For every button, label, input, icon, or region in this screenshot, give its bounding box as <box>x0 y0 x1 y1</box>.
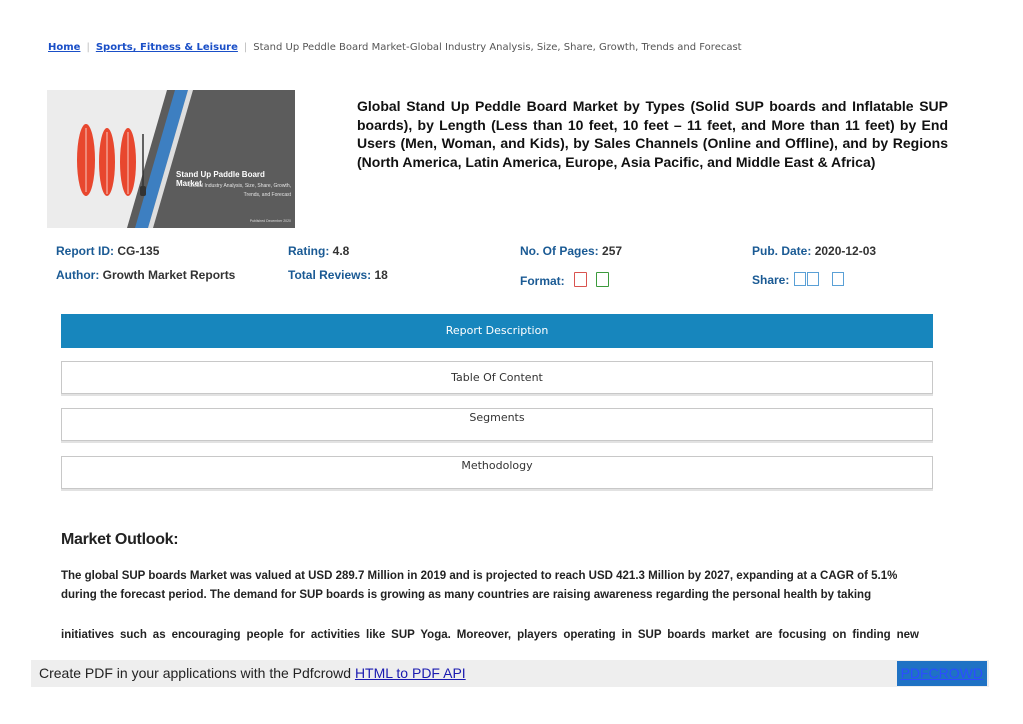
total-reviews-value: 18 <box>374 268 388 282</box>
cover-artwork <box>47 90 295 228</box>
cover-title: Stand Up Paddle Board Market <box>176 170 265 188</box>
market-outlook-paragraph-continued: initiatives such as encouraging people for activities like SUP Yoga. Moreover, players operating in SUP boards market are focusing on finding new <box>61 629 919 641</box>
market-outlook-heading: Market Outlook: <box>61 531 179 548</box>
pdf-file-icon[interactable] <box>574 272 587 287</box>
pdfcrowd-button[interactable]: PDFCROWD <box>897 661 987 686</box>
pdfcrowd-footer <box>31 660 989 687</box>
cover-published: Published December 2020 <box>249 219 291 223</box>
author-value: Growth Market Reports <box>102 268 236 282</box>
author-label: Author: <box>56 268 100 282</box>
html-to-pdf-api-link[interactable]: HTML to PDF API <box>354 665 466 681</box>
share-label: Share: <box>752 273 790 287</box>
publication-date-label: Pub. Date: <box>752 244 812 258</box>
total-reviews <box>288 268 388 282</box>
footer-text <box>39 665 466 681</box>
cover-subtitle-line: Global Industry Analysis, Size, Share, Growth, <box>188 183 291 189</box>
linkedin-icon[interactable] <box>832 272 844 286</box>
facebook-icon[interactable] <box>794 272 806 286</box>
breadcrumb-separator: | <box>86 42 90 53</box>
breadcrumb-home-link[interactable]: Home <box>48 42 81 53</box>
rating <box>288 244 349 258</box>
report-cover-image <box>47 90 295 228</box>
tab-table-of-content[interactable]: Table Of Content <box>61 361 933 394</box>
market-outlook-paragraph: The global SUP boards Market was valued at USD 289.7 Million in 2019 and is projected to reach USD 421.3 Million by 2027, expanding at a CAGR of 5.1% during the forecast period. The demand for SUP boards is growing as many countries are raising awareness regarding the personal health by taking <box>61 570 898 601</box>
page-count-label: No. Of Pages: <box>520 244 599 258</box>
breadcrumb-category-link[interactable]: Sports, Fitness & Leisure <box>95 42 238 53</box>
rating-value: 4.8 <box>332 244 350 258</box>
report-id-value: CG-135 <box>117 244 160 258</box>
breadcrumb-current: Stand Up Peddle Board Market-Global Industry Analysis, Size, Share, Growth, Trends and Forecast <box>253 42 742 53</box>
publication-date <box>752 244 876 258</box>
page-count <box>520 244 622 258</box>
author <box>56 268 235 282</box>
rating-label: Rating: <box>288 244 330 258</box>
total-reviews-label: Total Reviews: <box>288 268 372 282</box>
report-id-label: Report ID: <box>56 244 114 258</box>
word-file-icon[interactable] <box>596 272 609 287</box>
report-title: Global Stand Up Peddle Board Market by Types (Solid SUP boards and Inflatable SUP boards), by Length (Less than 10 feet, 10 feet – 11 feet, and More than 11 feet) by End Users (Men, Woman, and Kids), by Sales Channels (Online and Offline), and by Regions (North America, Latin America, Europe, Asia Pacific, and Middle East & Africa) <box>357 98 948 170</box>
page-count-value: 257 <box>602 244 623 258</box>
cover-subtitle <box>159 182 291 200</box>
twitter-icon[interactable] <box>807 272 819 286</box>
breadcrumb-separator: | <box>243 42 248 53</box>
tab-report-description[interactable]: Report Description <box>61 314 933 348</box>
report-id <box>56 244 159 258</box>
tab-segments[interactable]: Segments <box>61 408 933 441</box>
share <box>752 272 844 287</box>
paddle-blade <box>140 186 146 196</box>
cover-subtitle-line: Trends, and Forecast <box>243 192 291 198</box>
publication-date-value: 2020-12-03 <box>814 244 877 258</box>
format <box>520 272 609 288</box>
breadcrumb <box>48 42 742 53</box>
format-label: Format: <box>520 274 565 288</box>
tab-methodology[interactable]: Methodology <box>61 456 933 489</box>
footer-message: Create PDF in your applications with the Pdfcrowd <box>39 665 355 681</box>
